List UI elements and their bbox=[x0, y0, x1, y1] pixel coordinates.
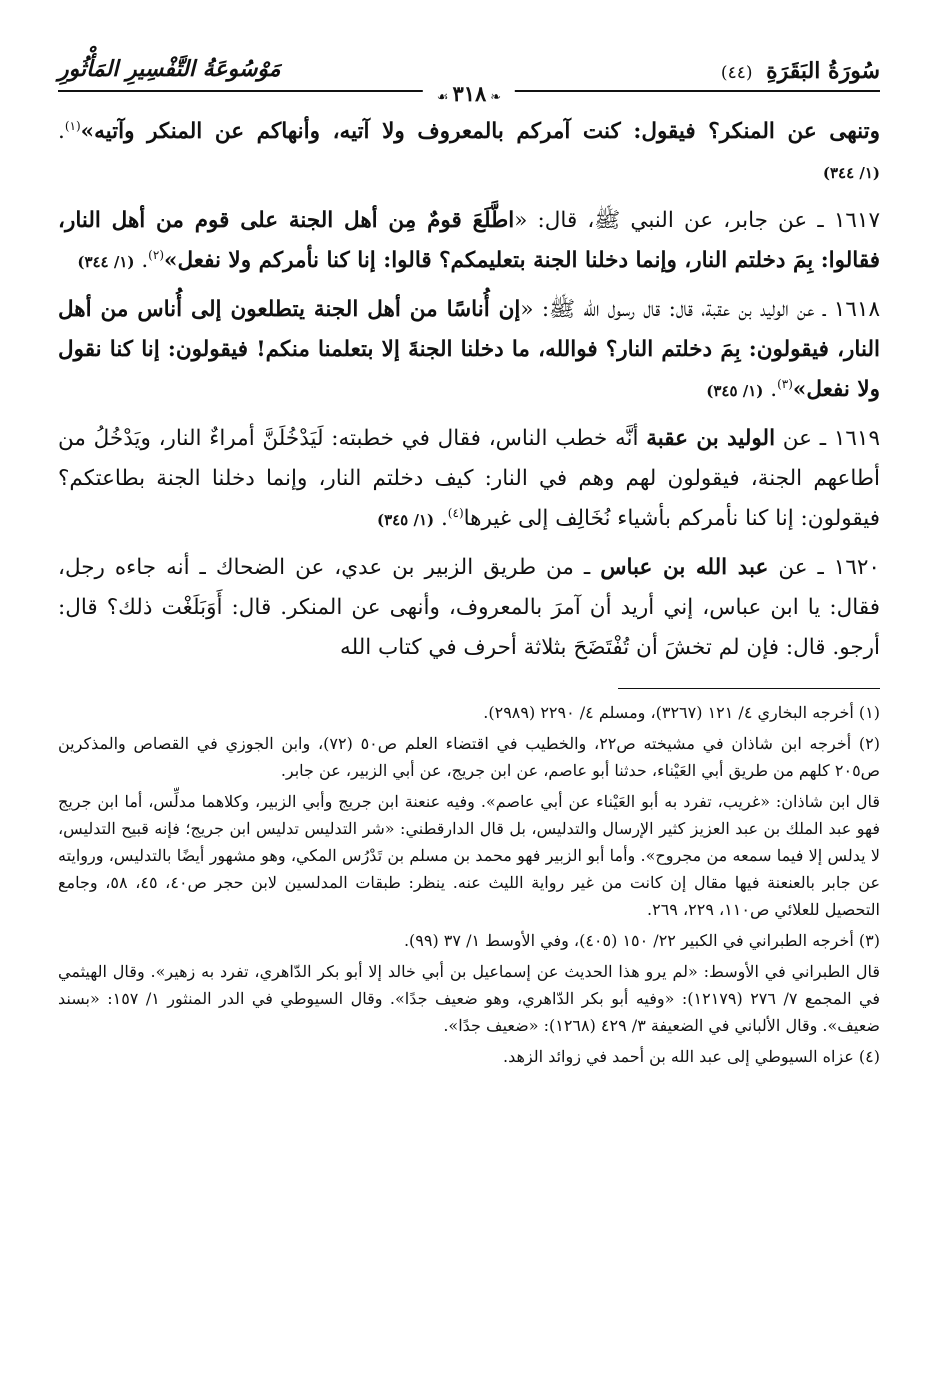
hadith-text: اطَّلَعَ قومٌ مِن أهل الجنة على قوم من أهل النار، فقالوا: بِمَ دخلتم النار، وإنما دخلنا الجنة بتعليمكم؟ قالوا: إنا كنا نأمركم ولا نفعل» bbox=[58, 208, 880, 273]
hadith-text: وتنهى عن المنكر؟ فيقول: كنت آمركم بالمعروف ولا آتيه، وأنهاكم عن المنكر وآتيه» bbox=[80, 119, 880, 144]
footnote-3-comment: قال الطبراني في الأوسط: «لم يرو هذا الحديث عن إسماعيل بن أبي خالد إلا أبو بكر الدّاهري، تفرد به زهير». وقال الهيثمي في المجمع ٧/ ٢٧٦ (١٢١٧٩): «وفيه أبو بكر الدّاهري، وهو ضعيف جدًا». وقال السيوطي في الدر المنثور ١/ ١٥٧: «بسند ضعيف». وقال الألباني في الضعيفة ٣/ ٤٢٩ (١٢٦٨): «ضعيف جدًا». bbox=[58, 962, 881, 1035]
entry-intro: ١٦١٨ ـ عن الوليد بن عقبة، قال: قال رسول الله ﷺ: « bbox=[520, 297, 880, 322]
footnote-2: (٢) أخرجه ابن شاذان في مشيخته ص٢٢، والخطيب في اقتضاء العلم ص٥٠ (٧٢)، وابن الجوزي في القصاص والمذكرين ص٢٠٥ كلهم من طريق أبي العَيْناء، حدثنا أبو عاصم، عن ابن جريج، عن أبي الزبير، عن جابر. bbox=[58, 734, 881, 780]
surah-title bbox=[721, 58, 880, 84]
main-text bbox=[58, 112, 880, 668]
entry-intro: ١٦١٧ ـ عن جابر، عن النبي ﷺ، قال: « bbox=[514, 208, 881, 233]
volume-ref: (١/ ٣٤٤) bbox=[77, 253, 135, 271]
footnote-4: (٤) عزاه السيوطي إلى عبد الله بن أحمد في زوائد الزهد. bbox=[503, 1047, 880, 1066]
footnote-marker: (٢) bbox=[148, 247, 164, 262]
footnote-separator bbox=[618, 688, 880, 689]
entry-body: أنَّه خطب الناس، فقال في خطبته: لَيَدْخُلَنَّ أمراءٌ النار، ويَدْخُلُ من أطاعهم الجنة، فيقولون لهم وهم في النار: كيف دخلتم النار، وإنما دخلنا الجنة بطاعتكم؟ فيقولون: إنا كنا نأمركم بأشياء نُخَالِف إلى غيرها bbox=[58, 426, 880, 531]
footnote-1: (١) أخرجه البخاري ٤/ ١٢١ (٣٢٦٧)، ومسلم ٤/ ٢٢٩٠ (٢٩٨٩). bbox=[483, 703, 880, 722]
running-header bbox=[58, 50, 880, 112]
hadith-text: إن أُناسًا من أهل الجنة يتطلعون إلى أُناس من أهل النار، فيقولون: بِمَ دخلتم النار؟ فوالله، ما دخلنا الجنةَ إلا بتعلمنا منكم! فيقولون: إنا كنا نقول ولا نفعل» bbox=[58, 297, 880, 402]
footnote-3: (٣) أخرجه الطبراني في الكبير ٢٢/ ١٥٠ (٤٠٥)، وفي الأوسط ١/ ٣٧ (٩٩). bbox=[403, 931, 880, 950]
punctuation: . bbox=[770, 377, 778, 402]
punctuation: . bbox=[440, 506, 448, 531]
footnote-2-comment: قال ابن شاذان: «غريب، تفرد به أبو العَيْناء عن أبي عاصم». وفيه عنعنة ابن جريج وأبي الزبير، وكلاهما مدلِّس، أما ابن جريج فهو عبد الملك بن عبد العزيز كثير الإرسال والتدليس، بل قال الدارقطني: «شر التدليس تدليس ابن جريج؛ فإنه قبيح التدليس، لا يدلس إلا فيما سمعه من مجروح». وأما أبو الزبير فهو محمد بن مسلم بن تَدْرُس المكي، وهو مشهور أيضًا بالتدليس، وروايته عن جابر بالعنعنة فيها مقال إن كانت من غير رواية الليث عنه. ينظر: طبقات المدلسين لابن حجر ص٤٠، ٤٥، ٥٨، وجامع التحصيل للعلائي ص١١٠، ٢٢٩، ٢٦٩. bbox=[58, 792, 881, 919]
entry-1617 bbox=[58, 201, 880, 282]
footnote-marker: (٤) bbox=[447, 505, 464, 520]
footnote-marker: (٣) bbox=[777, 376, 793, 391]
volume-ref: (١/ ٣٤٤) bbox=[822, 164, 880, 182]
surah-name: سُورَةُ البَقَرَةِ bbox=[766, 58, 880, 84]
volume-ref: (١/ ٣٤٥) bbox=[376, 511, 435, 529]
book-title: مَوْسُوعَةُ التَّفْسِيرِ المَأْثُورِ bbox=[58, 56, 281, 82]
footnote-marker: (١) bbox=[64, 118, 81, 133]
footnotes bbox=[58, 699, 880, 1070]
ornament-icon: ☙ bbox=[436, 90, 449, 105]
verse-number: (٤٤) bbox=[720, 63, 753, 83]
entry-continuation bbox=[58, 112, 880, 193]
entry-intro: ١٦١٩ ـ عن bbox=[775, 426, 881, 451]
entry-1618 bbox=[58, 290, 880, 411]
punctuation: . bbox=[141, 248, 149, 273]
entry-1620 bbox=[58, 548, 880, 668]
narrator-name: عبد الله بن عباس bbox=[600, 555, 769, 580]
punctuation: . bbox=[58, 119, 65, 144]
page bbox=[58, 50, 880, 1350]
page-number bbox=[423, 81, 515, 106]
ornament-icon: ❧ bbox=[490, 90, 502, 105]
page-number-text: ٣١٨ bbox=[452, 81, 487, 106]
entry-body: ـ من طريق الزبير بن عدي، عن الضحاك ـ أنه جاءه رجل، فقال: يا ابن عباس، إني أريد أن آمرَ بالمعروف، وأنهى عن المنكر. قال: أَوَبَلَغْت ذلك؟ قال: أرجو. قال: فإن لم تخشَ أن تُفْتَضَحَ بثلاثة أحرف في كتاب الله bbox=[58, 555, 880, 660]
volume-ref: (١/ ٣٤٥) bbox=[706, 382, 764, 400]
entry-1619 bbox=[58, 419, 880, 540]
entry-intro: ١٦٢٠ ـ عن bbox=[768, 555, 880, 580]
narrator-name: الوليد بن عقبة bbox=[646, 426, 776, 451]
